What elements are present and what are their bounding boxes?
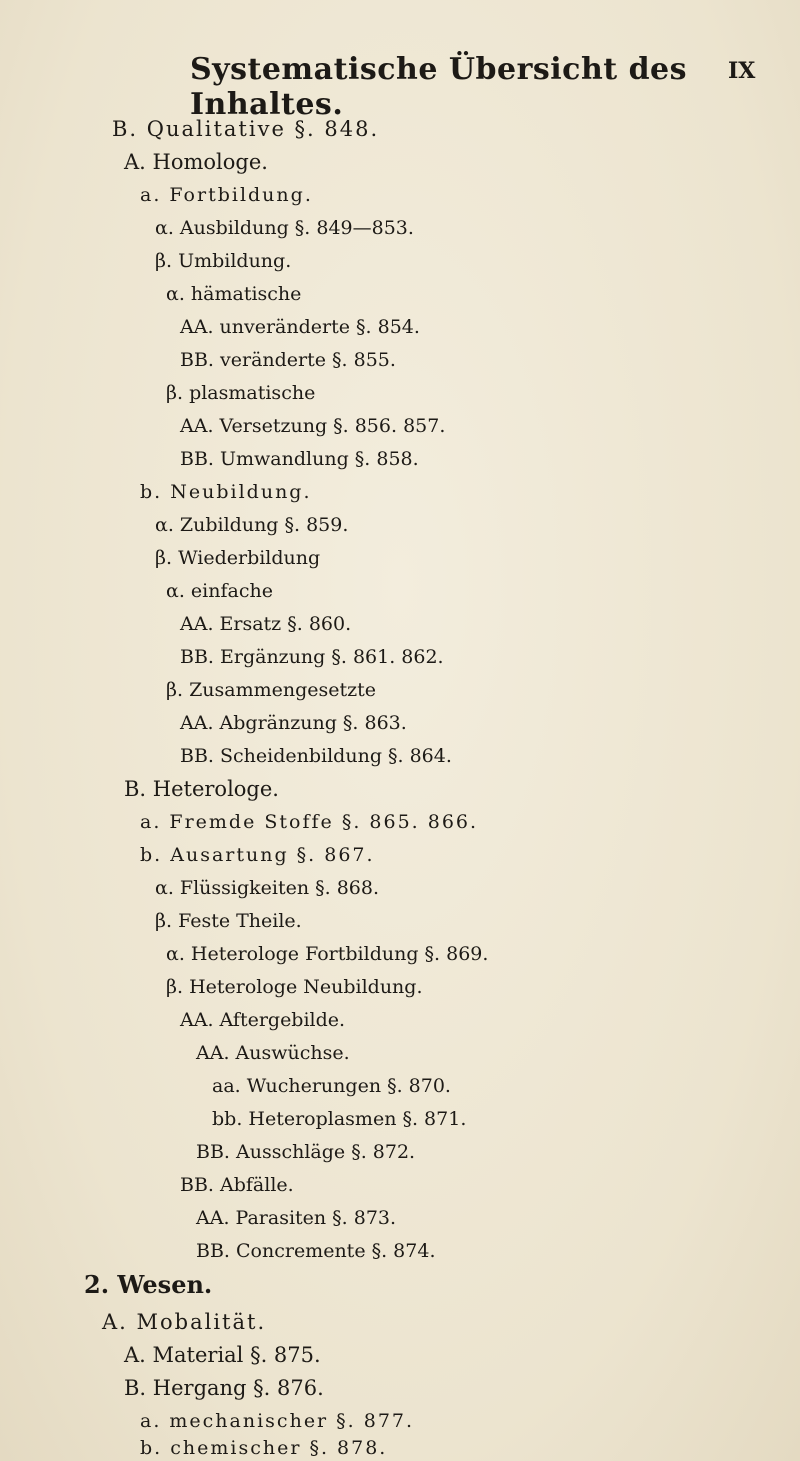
toc-entry: BB. Scheidenbildung §. 864. (180, 745, 452, 767)
toc-entry: BB. Umwandlung §. 858. (180, 448, 419, 470)
toc-entry: AA. Ersatz §. 860. (180, 613, 352, 635)
page-number: IX (728, 58, 756, 84)
toc-entry: AA. Versetzung §. 856. 857. (180, 415, 446, 437)
toc-entry: BB. Abfälle. (180, 1174, 294, 1196)
toc-entry: A. Material §. 875. (124, 1343, 321, 1367)
toc-entry: α. hämatische (166, 283, 302, 305)
toc-entry: a. Fremde Stoffe §. 865. 866. (140, 811, 479, 833)
toc-entry: B. Heterologe. (124, 777, 279, 801)
toc-entry: 2. Wesen. (84, 1270, 213, 1299)
toc-entry: β. Wiederbildung (155, 547, 321, 569)
toc-entry: BB. veränderte §. 855. (180, 349, 396, 371)
toc-entry: β. Heterologe Neubildung. (166, 976, 423, 998)
toc-entry: α. Zubildung §. 859. (155, 514, 349, 536)
toc-entry: aa. Wucherungen §. 870. (212, 1075, 451, 1097)
toc-entry: BB. Ergänzung §. 861. 862. (180, 646, 444, 668)
toc-entry: β. Zusammengesetzte (166, 679, 377, 701)
toc-entry: bb. Heteroplasmen §. 871. (212, 1108, 467, 1130)
toc-entry: a. mechanischer §. 877. (140, 1410, 415, 1432)
toc-entry: A. Mobalität. (102, 1310, 267, 1334)
toc-entry: α. Flüssigkeiten §. 868. (155, 877, 380, 899)
page-header (0, 52, 800, 122)
toc-entry: AA. Aftergebilde. (180, 1009, 346, 1031)
toc-entry: BB. Ausschläge §. 872. (196, 1141, 416, 1163)
toc-entry: α. Ausbildung §. 849—853. (155, 217, 414, 239)
toc-entry: a. Fortbildung. (140, 184, 313, 206)
toc-entry: β. Feste Theile. (155, 910, 302, 932)
toc-entry: A. Homologe. (124, 150, 268, 174)
toc-entry: AA. unveränderte §. 854. (180, 316, 420, 338)
toc-entry: AA. Parasiten §. 873. (196, 1207, 397, 1229)
toc-entry: α. Heterologe Fortbildung §. 869. (166, 943, 489, 965)
toc-entry: BB. Concremente §. 874. (196, 1240, 436, 1262)
toc-entry: b. Ausartung §. 867. (140, 844, 375, 866)
running-title: Systematische Übersicht des Inhaltes. (190, 52, 688, 122)
toc-entry: β. Umbildung. (155, 250, 292, 272)
toc-entry: α. einfache (166, 580, 273, 602)
toc-entry: b. chemischer §. 878. (140, 1437, 388, 1459)
toc-entry: b. Neubildung. (140, 481, 312, 503)
toc-entry: B. Qualitative §. 848. (112, 117, 380, 141)
toc-entry: AA. Abgränzung §. 863. (180, 712, 407, 734)
toc-entry: AA. Auswüchse. (196, 1042, 350, 1064)
toc-entry: B. Hergang §. 876. (124, 1376, 324, 1400)
toc-entry: β. plasmatische (166, 382, 316, 404)
